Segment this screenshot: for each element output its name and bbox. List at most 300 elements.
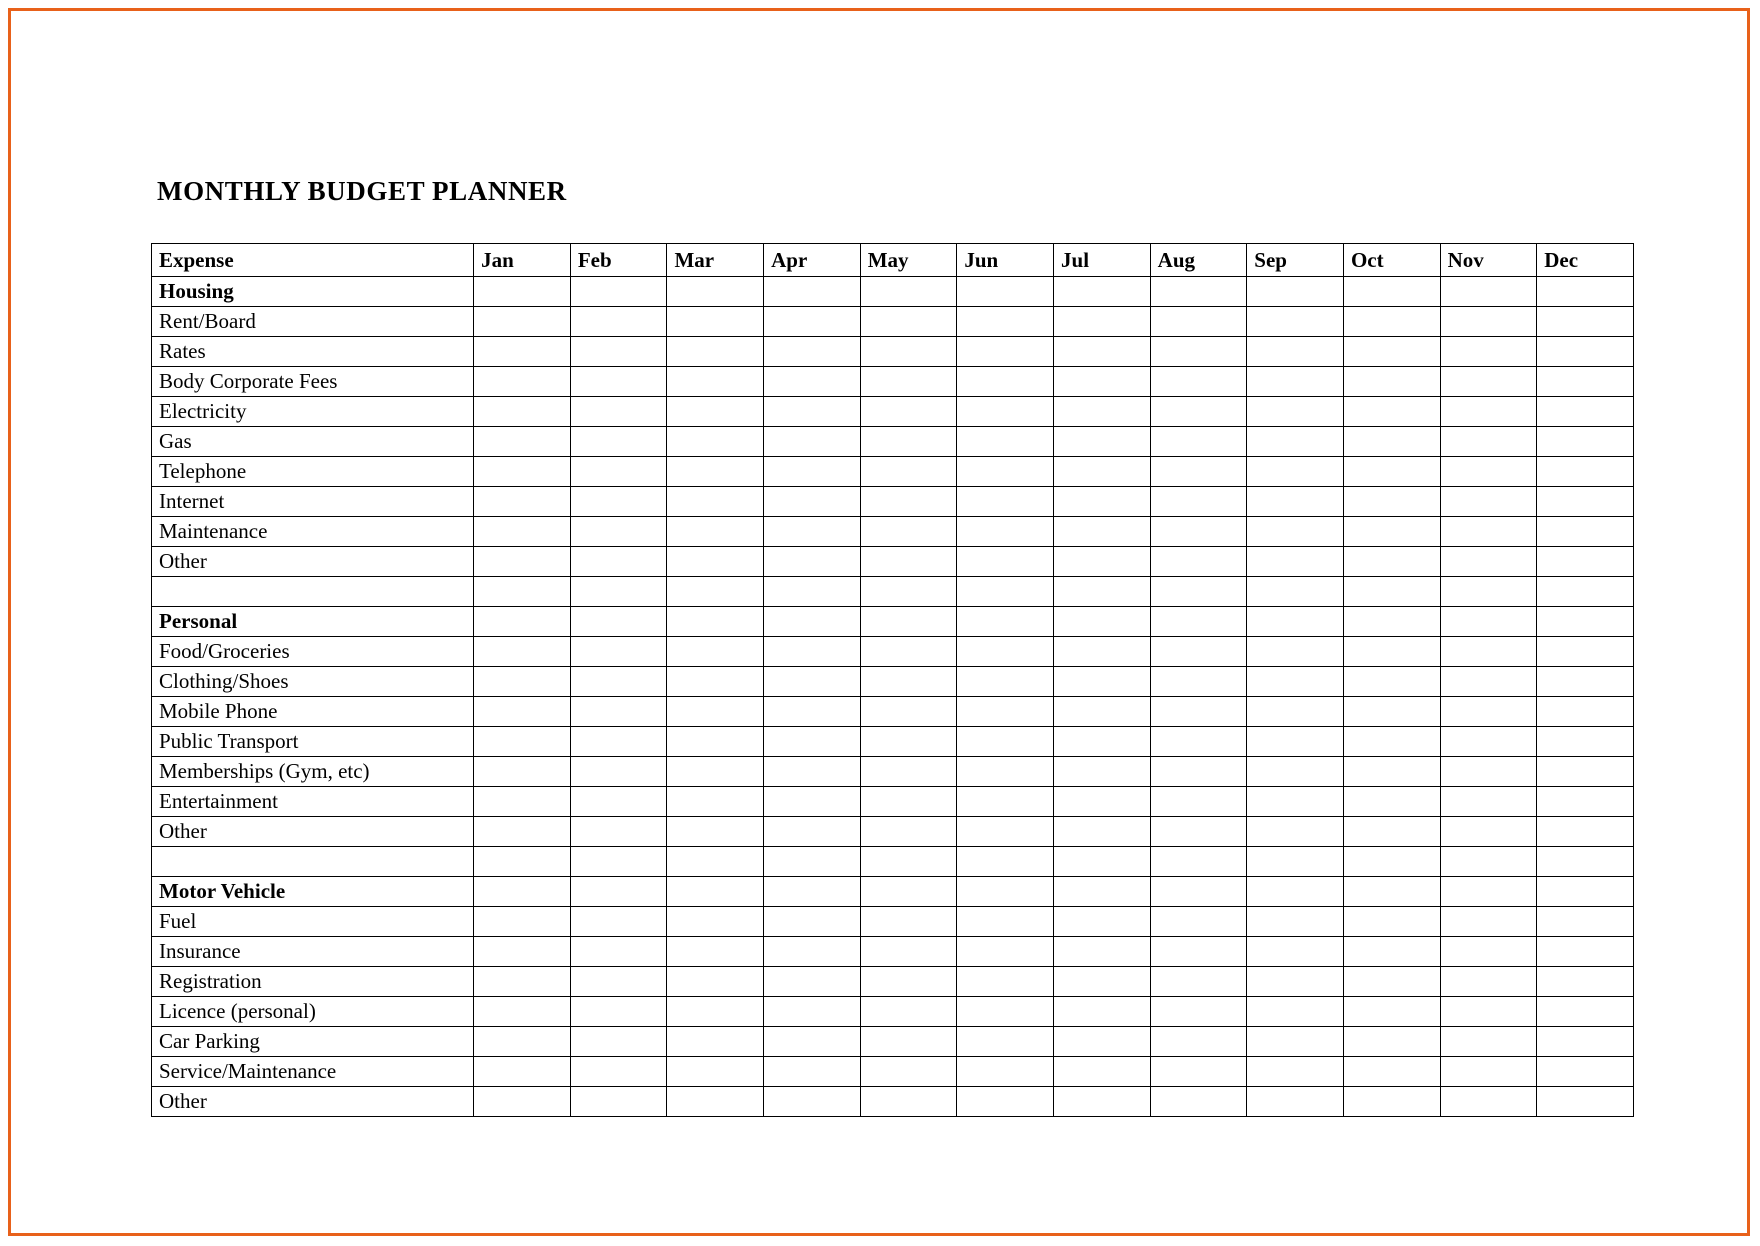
amount-cell[interactable] xyxy=(1537,517,1634,547)
amount-cell[interactable] xyxy=(1054,607,1151,637)
amount-cell[interactable] xyxy=(1440,697,1537,727)
amount-cell[interactable] xyxy=(1247,487,1344,517)
amount-cell[interactable] xyxy=(860,517,957,547)
amount-cell[interactable] xyxy=(1537,547,1634,577)
amount-cell[interactable] xyxy=(860,337,957,367)
amount-cell[interactable] xyxy=(1054,457,1151,487)
amount-cell[interactable] xyxy=(1440,907,1537,937)
amount-cell[interactable] xyxy=(1537,787,1634,817)
amount-cell[interactable] xyxy=(1537,757,1634,787)
amount-cell[interactable] xyxy=(1537,427,1634,457)
amount-cell[interactable] xyxy=(1440,277,1537,307)
amount-cell[interactable] xyxy=(957,1027,1054,1057)
amount-cell[interactable] xyxy=(667,517,764,547)
amount-cell[interactable] xyxy=(1343,517,1440,547)
amount-cell[interactable] xyxy=(1537,1027,1634,1057)
amount-cell[interactable] xyxy=(957,637,1054,667)
amount-cell[interactable] xyxy=(1343,367,1440,397)
amount-cell[interactable] xyxy=(570,457,667,487)
amount-cell[interactable] xyxy=(1537,367,1634,397)
amount-cell[interactable] xyxy=(1150,967,1247,997)
amount-cell[interactable] xyxy=(860,997,957,1027)
amount-cell[interactable] xyxy=(1247,577,1344,607)
amount-cell[interactable] xyxy=(764,487,861,517)
amount-cell[interactable] xyxy=(1247,367,1344,397)
amount-cell[interactable] xyxy=(1537,727,1634,757)
amount-cell[interactable] xyxy=(570,937,667,967)
amount-cell[interactable] xyxy=(764,1027,861,1057)
amount-cell[interactable] xyxy=(1537,487,1634,517)
amount-cell[interactable] xyxy=(1247,727,1344,757)
amount-cell[interactable] xyxy=(1150,1057,1247,1087)
amount-cell[interactable] xyxy=(1054,907,1151,937)
amount-cell[interactable] xyxy=(667,1027,764,1057)
amount-cell[interactable] xyxy=(1440,877,1537,907)
amount-cell[interactable] xyxy=(1054,577,1151,607)
amount-cell[interactable] xyxy=(1343,997,1440,1027)
amount-cell[interactable] xyxy=(474,337,571,367)
amount-cell[interactable] xyxy=(957,907,1054,937)
amount-cell[interactable] xyxy=(1343,307,1440,337)
amount-cell[interactable] xyxy=(1054,847,1151,877)
amount-cell[interactable] xyxy=(1343,427,1440,457)
amount-cell[interactable] xyxy=(667,457,764,487)
amount-cell[interactable] xyxy=(860,1087,957,1117)
amount-cell[interactable] xyxy=(764,997,861,1027)
amount-cell[interactable] xyxy=(1537,337,1634,367)
amount-cell[interactable] xyxy=(1150,727,1247,757)
amount-cell[interactable] xyxy=(1054,397,1151,427)
amount-cell[interactable] xyxy=(1247,337,1344,367)
amount-cell[interactable] xyxy=(667,877,764,907)
amount-cell[interactable] xyxy=(1343,937,1440,967)
amount-cell[interactable] xyxy=(764,787,861,817)
amount-cell[interactable] xyxy=(1343,637,1440,667)
amount-cell[interactable] xyxy=(764,307,861,337)
amount-cell[interactable] xyxy=(1054,517,1151,547)
amount-cell[interactable] xyxy=(1440,577,1537,607)
amount-cell[interactable] xyxy=(1537,997,1634,1027)
amount-cell[interactable] xyxy=(957,697,1054,727)
amount-cell[interactable] xyxy=(764,547,861,577)
amount-cell[interactable] xyxy=(1150,997,1247,1027)
amount-cell[interactable] xyxy=(570,367,667,397)
amount-cell[interactable] xyxy=(1054,1087,1151,1117)
amount-cell[interactable] xyxy=(1343,1057,1440,1087)
amount-cell[interactable] xyxy=(957,487,1054,517)
amount-cell[interactable] xyxy=(1440,727,1537,757)
amount-cell[interactable] xyxy=(474,427,571,457)
amount-cell[interactable] xyxy=(1247,607,1344,637)
amount-cell[interactable] xyxy=(1537,847,1634,877)
amount-cell[interactable] xyxy=(667,577,764,607)
amount-cell[interactable] xyxy=(1247,847,1344,877)
amount-cell[interactable] xyxy=(570,517,667,547)
amount-cell[interactable] xyxy=(474,547,571,577)
amount-cell[interactable] xyxy=(764,637,861,667)
amount-cell[interactable] xyxy=(570,817,667,847)
amount-cell[interactable] xyxy=(957,967,1054,997)
amount-cell[interactable] xyxy=(1054,697,1151,727)
amount-cell[interactable] xyxy=(1150,937,1247,967)
amount-cell[interactable] xyxy=(1247,1027,1344,1057)
amount-cell[interactable] xyxy=(860,967,957,997)
amount-cell[interactable] xyxy=(667,817,764,847)
amount-cell[interactable] xyxy=(860,877,957,907)
amount-cell[interactable] xyxy=(1054,1027,1151,1057)
amount-cell[interactable] xyxy=(764,877,861,907)
amount-cell[interactable] xyxy=(474,817,571,847)
amount-cell[interactable] xyxy=(1054,337,1151,367)
amount-cell[interactable] xyxy=(1343,697,1440,727)
amount-cell[interactable] xyxy=(1150,697,1247,727)
amount-cell[interactable] xyxy=(474,847,571,877)
amount-cell[interactable] xyxy=(957,877,1054,907)
amount-cell[interactable] xyxy=(570,307,667,337)
amount-cell[interactable] xyxy=(474,457,571,487)
amount-cell[interactable] xyxy=(570,787,667,817)
amount-cell[interactable] xyxy=(1054,637,1151,667)
amount-cell[interactable] xyxy=(570,607,667,637)
amount-cell[interactable] xyxy=(667,1057,764,1087)
amount-cell[interactable] xyxy=(1440,667,1537,697)
amount-cell[interactable] xyxy=(570,997,667,1027)
amount-cell[interactable] xyxy=(1054,667,1151,697)
amount-cell[interactable] xyxy=(474,667,571,697)
amount-cell[interactable] xyxy=(1054,937,1151,967)
amount-cell[interactable] xyxy=(1247,457,1344,487)
amount-cell[interactable] xyxy=(1440,487,1537,517)
amount-cell[interactable] xyxy=(570,487,667,517)
amount-cell[interactable] xyxy=(667,397,764,427)
amount-cell[interactable] xyxy=(1150,877,1247,907)
amount-cell[interactable] xyxy=(860,817,957,847)
amount-cell[interactable] xyxy=(860,277,957,307)
amount-cell[interactable] xyxy=(1247,817,1344,847)
amount-cell[interactable] xyxy=(1054,757,1151,787)
amount-cell[interactable] xyxy=(1537,637,1634,667)
amount-cell[interactable] xyxy=(764,727,861,757)
amount-cell[interactable] xyxy=(1054,1057,1151,1087)
amount-cell[interactable] xyxy=(474,727,571,757)
amount-cell[interactable] xyxy=(1150,367,1247,397)
amount-cell[interactable] xyxy=(764,1087,861,1117)
amount-cell[interactable] xyxy=(860,367,957,397)
amount-cell[interactable] xyxy=(957,817,1054,847)
amount-cell[interactable] xyxy=(1343,757,1440,787)
amount-cell[interactable] xyxy=(860,1027,957,1057)
amount-cell[interactable] xyxy=(860,397,957,427)
amount-cell[interactable] xyxy=(1537,577,1634,607)
amount-cell[interactable] xyxy=(1537,607,1634,637)
amount-cell[interactable] xyxy=(667,667,764,697)
amount-cell[interactable] xyxy=(1247,757,1344,787)
amount-cell[interactable] xyxy=(764,337,861,367)
amount-cell[interactable] xyxy=(860,787,957,817)
amount-cell[interactable] xyxy=(570,337,667,367)
amount-cell[interactable] xyxy=(957,787,1054,817)
amount-cell[interactable] xyxy=(764,817,861,847)
amount-cell[interactable] xyxy=(474,1027,571,1057)
amount-cell[interactable] xyxy=(667,427,764,457)
amount-cell[interactable] xyxy=(764,1057,861,1087)
amount-cell[interactable] xyxy=(474,277,571,307)
amount-cell[interactable] xyxy=(1440,547,1537,577)
amount-cell[interactable] xyxy=(667,727,764,757)
amount-cell[interactable] xyxy=(764,967,861,997)
amount-cell[interactable] xyxy=(474,487,571,517)
amount-cell[interactable] xyxy=(667,307,764,337)
amount-cell[interactable] xyxy=(570,1057,667,1087)
amount-cell[interactable] xyxy=(1440,397,1537,427)
amount-cell[interactable] xyxy=(1247,517,1344,547)
amount-cell[interactable] xyxy=(1343,967,1440,997)
amount-cell[interactable] xyxy=(957,547,1054,577)
amount-cell[interactable] xyxy=(474,607,571,637)
amount-cell[interactable] xyxy=(860,637,957,667)
amount-cell[interactable] xyxy=(860,847,957,877)
amount-cell[interactable] xyxy=(1247,1057,1344,1087)
amount-cell[interactable] xyxy=(1440,517,1537,547)
amount-cell[interactable] xyxy=(1343,607,1440,637)
amount-cell[interactable] xyxy=(1537,877,1634,907)
amount-cell[interactable] xyxy=(764,907,861,937)
amount-cell[interactable] xyxy=(764,757,861,787)
amount-cell[interactable] xyxy=(764,397,861,427)
amount-cell[interactable] xyxy=(1537,817,1634,847)
amount-cell[interactable] xyxy=(1150,607,1247,637)
amount-cell[interactable] xyxy=(1537,277,1634,307)
amount-cell[interactable] xyxy=(474,637,571,667)
amount-cell[interactable] xyxy=(570,727,667,757)
amount-cell[interactable] xyxy=(957,307,1054,337)
amount-cell[interactable] xyxy=(1537,397,1634,427)
amount-cell[interactable] xyxy=(1440,637,1537,667)
amount-cell[interactable] xyxy=(860,577,957,607)
amount-cell[interactable] xyxy=(957,757,1054,787)
amount-cell[interactable] xyxy=(667,637,764,667)
amount-cell[interactable] xyxy=(957,667,1054,697)
amount-cell[interactable] xyxy=(1343,1087,1440,1117)
amount-cell[interactable] xyxy=(1343,487,1440,517)
amount-cell[interactable] xyxy=(1054,997,1151,1027)
amount-cell[interactable] xyxy=(957,427,1054,457)
amount-cell[interactable] xyxy=(860,547,957,577)
amount-cell[interactable] xyxy=(1343,877,1440,907)
amount-cell[interactable] xyxy=(1054,877,1151,907)
amount-cell[interactable] xyxy=(957,1087,1054,1117)
amount-cell[interactable] xyxy=(1537,307,1634,337)
amount-cell[interactable] xyxy=(1537,967,1634,997)
amount-cell[interactable] xyxy=(764,427,861,457)
amount-cell[interactable] xyxy=(1247,697,1344,727)
amount-cell[interactable] xyxy=(667,997,764,1027)
amount-cell[interactable] xyxy=(1247,877,1344,907)
amount-cell[interactable] xyxy=(667,487,764,517)
amount-cell[interactable] xyxy=(957,847,1054,877)
amount-cell[interactable] xyxy=(1054,817,1151,847)
amount-cell[interactable] xyxy=(1150,337,1247,367)
amount-cell[interactable] xyxy=(667,367,764,397)
amount-cell[interactable] xyxy=(474,1087,571,1117)
amount-cell[interactable] xyxy=(1150,577,1247,607)
amount-cell[interactable] xyxy=(667,1087,764,1117)
amount-cell[interactable] xyxy=(957,337,1054,367)
amount-cell[interactable] xyxy=(1150,637,1247,667)
amount-cell[interactable] xyxy=(1343,397,1440,427)
amount-cell[interactable] xyxy=(1537,667,1634,697)
amount-cell[interactable] xyxy=(667,337,764,367)
amount-cell[interactable] xyxy=(1150,457,1247,487)
amount-cell[interactable] xyxy=(1247,787,1344,817)
amount-cell[interactable] xyxy=(1054,367,1151,397)
amount-cell[interactable] xyxy=(1150,817,1247,847)
amount-cell[interactable] xyxy=(570,577,667,607)
amount-cell[interactable] xyxy=(1343,817,1440,847)
amount-cell[interactable] xyxy=(1150,427,1247,457)
amount-cell[interactable] xyxy=(1343,787,1440,817)
amount-cell[interactable] xyxy=(1150,847,1247,877)
amount-cell[interactable] xyxy=(1440,307,1537,337)
amount-cell[interactable] xyxy=(1440,817,1537,847)
amount-cell[interactable] xyxy=(1247,667,1344,697)
amount-cell[interactable] xyxy=(1343,337,1440,367)
amount-cell[interactable] xyxy=(860,667,957,697)
amount-cell[interactable] xyxy=(1054,307,1151,337)
amount-cell[interactable] xyxy=(1440,997,1537,1027)
amount-cell[interactable] xyxy=(764,847,861,877)
amount-cell[interactable] xyxy=(1247,637,1344,667)
amount-cell[interactable] xyxy=(957,367,1054,397)
amount-cell[interactable] xyxy=(1343,907,1440,937)
amount-cell[interactable] xyxy=(1247,967,1344,997)
amount-cell[interactable] xyxy=(1440,1027,1537,1057)
amount-cell[interactable] xyxy=(1247,547,1344,577)
amount-cell[interactable] xyxy=(1440,787,1537,817)
amount-cell[interactable] xyxy=(1150,1027,1247,1057)
amount-cell[interactable] xyxy=(1150,307,1247,337)
amount-cell[interactable] xyxy=(1150,397,1247,427)
amount-cell[interactable] xyxy=(1054,427,1151,457)
amount-cell[interactable] xyxy=(1440,967,1537,997)
amount-cell[interactable] xyxy=(474,967,571,997)
amount-cell[interactable] xyxy=(474,1057,571,1087)
amount-cell[interactable] xyxy=(860,937,957,967)
amount-cell[interactable] xyxy=(570,1087,667,1117)
amount-cell[interactable] xyxy=(1054,547,1151,577)
amount-cell[interactable] xyxy=(1247,907,1344,937)
amount-cell[interactable] xyxy=(570,847,667,877)
amount-cell[interactable] xyxy=(667,937,764,967)
amount-cell[interactable] xyxy=(764,277,861,307)
amount-cell[interactable] xyxy=(860,307,957,337)
amount-cell[interactable] xyxy=(570,697,667,727)
amount-cell[interactable] xyxy=(1150,757,1247,787)
amount-cell[interactable] xyxy=(1150,1087,1247,1117)
amount-cell[interactable] xyxy=(1150,487,1247,517)
amount-cell[interactable] xyxy=(570,397,667,427)
amount-cell[interactable] xyxy=(1537,907,1634,937)
amount-cell[interactable] xyxy=(860,757,957,787)
amount-cell[interactable] xyxy=(570,967,667,997)
amount-cell[interactable] xyxy=(474,697,571,727)
amount-cell[interactable] xyxy=(474,877,571,907)
amount-cell[interactable] xyxy=(1343,277,1440,307)
amount-cell[interactable] xyxy=(957,397,1054,427)
amount-cell[interactable] xyxy=(1440,847,1537,877)
amount-cell[interactable] xyxy=(667,547,764,577)
amount-cell[interactable] xyxy=(957,277,1054,307)
amount-cell[interactable] xyxy=(1247,1087,1344,1117)
amount-cell[interactable] xyxy=(1537,697,1634,727)
amount-cell[interactable] xyxy=(1150,277,1247,307)
amount-cell[interactable] xyxy=(1247,397,1344,427)
amount-cell[interactable] xyxy=(667,847,764,877)
amount-cell[interactable] xyxy=(1247,937,1344,967)
amount-cell[interactable] xyxy=(1343,547,1440,577)
amount-cell[interactable] xyxy=(667,907,764,937)
amount-cell[interactable] xyxy=(667,967,764,997)
amount-cell[interactable] xyxy=(667,277,764,307)
amount-cell[interactable] xyxy=(860,607,957,637)
amount-cell[interactable] xyxy=(957,727,1054,757)
amount-cell[interactable] xyxy=(1537,1087,1634,1117)
amount-cell[interactable] xyxy=(474,757,571,787)
amount-cell[interactable] xyxy=(1054,277,1151,307)
amount-cell[interactable] xyxy=(474,997,571,1027)
amount-cell[interactable] xyxy=(667,787,764,817)
amount-cell[interactable] xyxy=(1343,1027,1440,1057)
amount-cell[interactable] xyxy=(474,937,571,967)
amount-cell[interactable] xyxy=(1343,457,1440,487)
amount-cell[interactable] xyxy=(957,607,1054,637)
amount-cell[interactable] xyxy=(570,907,667,937)
amount-cell[interactable] xyxy=(1343,847,1440,877)
amount-cell[interactable] xyxy=(957,937,1054,967)
amount-cell[interactable] xyxy=(667,607,764,637)
amount-cell[interactable] xyxy=(860,697,957,727)
amount-cell[interactable] xyxy=(1247,427,1344,457)
amount-cell[interactable] xyxy=(1343,667,1440,697)
amount-cell[interactable] xyxy=(474,367,571,397)
amount-cell[interactable] xyxy=(570,667,667,697)
amount-cell[interactable] xyxy=(474,787,571,817)
amount-cell[interactable] xyxy=(764,607,861,637)
amount-cell[interactable] xyxy=(764,517,861,547)
amount-cell[interactable] xyxy=(1440,937,1537,967)
amount-cell[interactable] xyxy=(1537,457,1634,487)
amount-cell[interactable] xyxy=(474,577,571,607)
amount-cell[interactable] xyxy=(860,907,957,937)
amount-cell[interactable] xyxy=(860,427,957,457)
amount-cell[interactable] xyxy=(474,307,571,337)
amount-cell[interactable] xyxy=(1440,757,1537,787)
amount-cell[interactable] xyxy=(667,697,764,727)
amount-cell[interactable] xyxy=(1537,1057,1634,1087)
amount-cell[interactable] xyxy=(1247,277,1344,307)
amount-cell[interactable] xyxy=(860,457,957,487)
amount-cell[interactable] xyxy=(570,757,667,787)
amount-cell[interactable] xyxy=(667,757,764,787)
amount-cell[interactable] xyxy=(1440,337,1537,367)
amount-cell[interactable] xyxy=(1054,787,1151,817)
amount-cell[interactable] xyxy=(1247,307,1344,337)
amount-cell[interactable] xyxy=(860,1057,957,1087)
amount-cell[interactable] xyxy=(1150,517,1247,547)
amount-cell[interactable] xyxy=(570,427,667,457)
amount-cell[interactable] xyxy=(1247,997,1344,1027)
amount-cell[interactable] xyxy=(1440,457,1537,487)
